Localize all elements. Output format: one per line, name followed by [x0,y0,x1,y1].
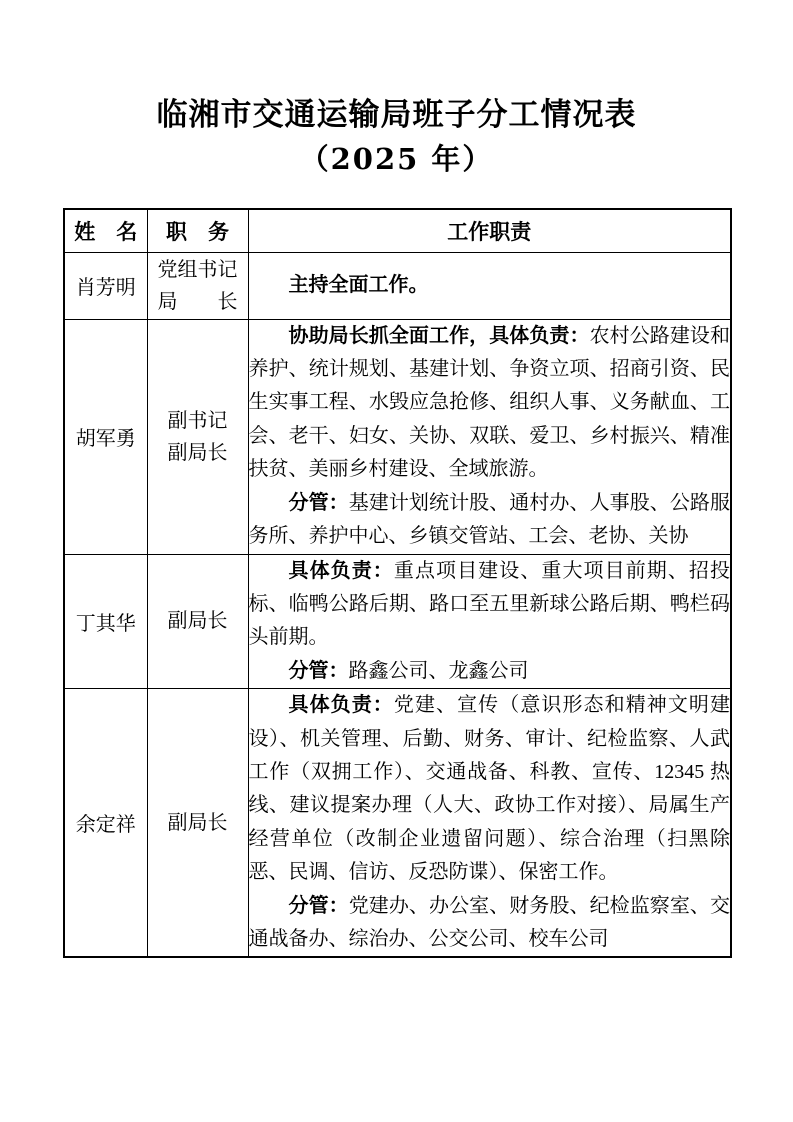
duty-paragraph: 具体负责：党建、宣传（意识形态和精神文明建设）、机关管理、后勤、财务、审计、纪检监察、人武工作（双拥工作）、交通战备、科教、宣传、12345 热线、建议提案办理（人大、政协工作对接）、局属生产经营单位（改制企业遗留问题）、综合治理（扫黑除恶、民调、信访、反恐防谍）、保密工作。 [248,694,730,884]
table-row [64,689,731,958]
duty-paragraph: 具体负责：重点项目建设、重大项目前期、招投标、临鸭公路后期、路口至五里新球公路后期、鸭栏码头前期。 [248,559,730,649]
duty-paragraph-lead: 具体负责： [288,559,394,582]
duty-paragraph-lead: 分管： [288,659,349,682]
position-line: 副局长 [167,610,228,633]
duties-cell [248,252,731,319]
position-cell [147,252,248,319]
duty-paragraph: 分管：党建办、办公室、财务股、纪检监察室、交通战备办、综治办、公交公司、校车公司 [248,894,731,950]
position-cell [147,689,248,958]
name-cell: 胡军勇 [64,319,147,554]
document-title: 临湘市交通运输局班子分工情况表 [156,97,637,133]
position-line: 副书记 [167,409,228,432]
name-cell: 丁其华 [64,554,147,689]
duties-cell [248,554,731,689]
name-cell: 肖芳明 [64,252,147,319]
name-cell: 余定祥 [64,689,147,958]
duties-cell [248,689,731,958]
position-line: 党组书记 [157,258,238,281]
duty-paragraph-lead: 协助局长抓全面工作，具体负责： [288,324,590,347]
duty-paragraph: 分管：基建计划统计股、通村办、人事股、公路服务所、养护中心、乡镇交管站、工会、老协、关协 [248,491,731,548]
duty-paragraph [249,269,731,302]
duty-paragraph-lead: 具体负责： [288,694,394,717]
document-subtitle: （2025 年） [299,142,494,176]
table-row [64,252,731,319]
position-cell [147,319,248,554]
column-header-name: 姓 名 [64,209,147,252]
column-header-duties: 工作职责 [248,209,731,252]
position-cell [147,554,248,689]
duty-paragraph: 协助局长抓全面工作，具体负责：农村公路建设和养护、统计规划、基建计划、争资立项、招商引资、民生实事工程、水毁应急抢修、组织人事、义务献血、工会、老干、妇女、关协、双联、爱卫、乡村振兴、精准扶贫、美丽乡村建设、全域旅游。 [248,324,731,481]
table-row [64,554,731,689]
duty-paragraph: 分管：路鑫公司、龙鑫公司 [288,659,529,682]
position-line: 副局长 [167,441,228,464]
duty-paragraph-lead: 分管： [288,894,349,917]
column-header-position: 职 务 [147,209,248,252]
duty-paragraph-lead: 主持全面工作。 [288,273,429,296]
duty-paragraph-lead: 分管： [288,491,349,514]
position-line: 局 长 [157,290,238,313]
table-row [64,319,731,554]
duty-assignment-table [63,208,732,958]
position-line: 副局长 [167,811,228,834]
duties-cell [248,319,731,554]
table-header-row [64,209,731,252]
